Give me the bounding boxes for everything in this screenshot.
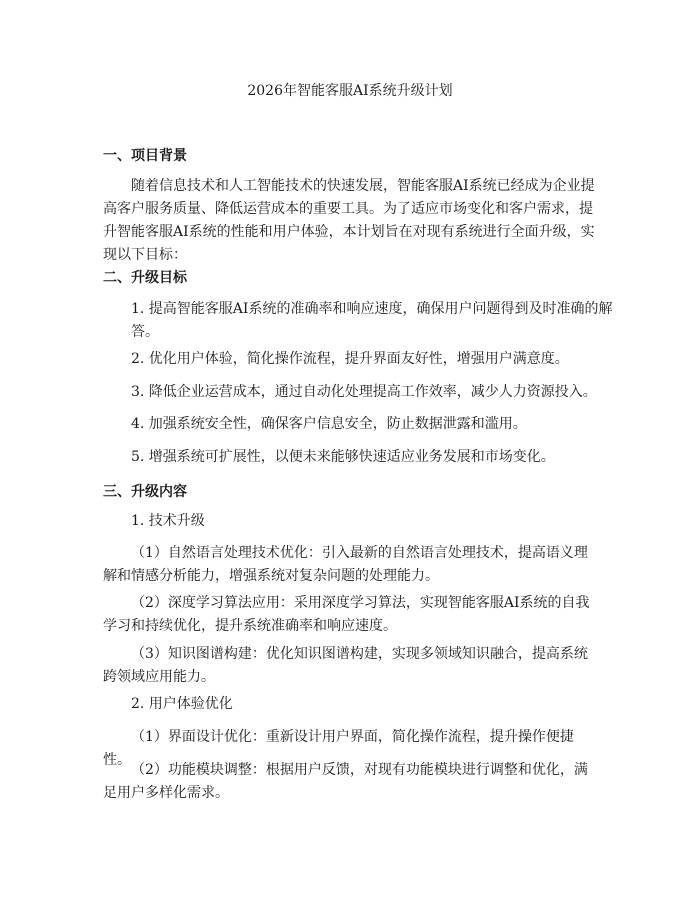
goal-item: 5. 增强系统可扩展性，以便未来能够快速适应业务发展和市场变化。 xyxy=(131,449,555,465)
goal-item: 4. 加强系统安全性，确保客户信息安全，防止数据泄露和滥用。 xyxy=(131,416,527,432)
ux-item: （1）界面设计优化：重新设计用户界面，简化操作流程，提升操作便捷性。 xyxy=(103,729,574,768)
subsection-label-ux: 2. 用户体验优化 xyxy=(131,696,233,712)
goal-item: 3. 降低企业运营成本，通过自动化处理提高工作效率，减少人力资源投入。 xyxy=(131,384,597,400)
subsection-label-tech: 1. 技术升级 xyxy=(131,513,205,529)
tech-item: （2）深度学习算法应用：采用深度学习算法，实现智能客服AI系统的自我学习和持续优化，提升系统准确率和响应速度。 xyxy=(103,595,590,634)
section-heading-content: 三、升级内容 xyxy=(103,484,187,500)
tech-item: （3）知识图谱构建：优化知识图谱构建，实现多领域知识融合，提高系统跨领域应用能力。 xyxy=(103,646,588,685)
tech-item: （1）自然语言处理技术优化：引入最新的自然语言处理技术，提高语义理解和情感分析能力，增强系统对复杂问题的处理能力。 xyxy=(103,545,588,584)
goal-item: 2. 优化用户体验，简化操作流程，提升界面友好性，增强用户满意度。 xyxy=(131,351,569,367)
section-heading-goals: 二、升级目标 xyxy=(103,270,187,286)
background-paragraph: 随着信息技术和人工智能技术的快速发展，智能客服AI系统已经成为企业提高客户服务质量、降低运营成本的重要工具。为了适应市场变化和客户需求，提升智能客服AI系统的性能和用户体验，本计划旨在对现有系统进行全面升级，实现以下目标： xyxy=(103,178,595,263)
document-title: 2026年智能客服AI系统升级计划 xyxy=(247,83,453,99)
section-heading-background: 一、项目背景 xyxy=(103,148,187,164)
ux-item: （2）功能模块调整：根据用户反馈，对现有功能模块进行调整和优化，满足用户多样化需求。 xyxy=(103,762,588,801)
goal-item: 1. 提高智能客服AI系统的准确率和响应速度，确保用户问题得到及时准确的解答。 xyxy=(131,301,613,340)
